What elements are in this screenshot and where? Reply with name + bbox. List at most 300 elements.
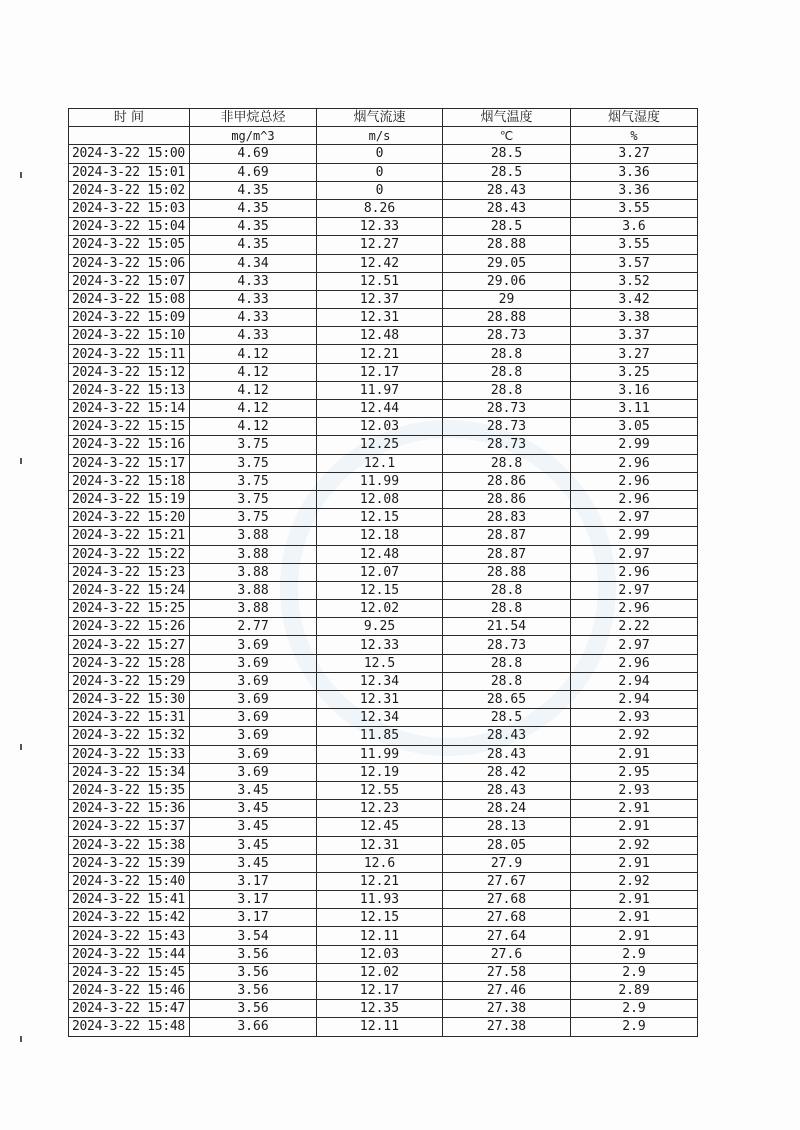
cell-nmhc: 3.69 — [190, 745, 317, 763]
cell-flue-humidity: 2.99 — [571, 436, 698, 454]
cell-timestamp: 2024-3-22 15:26 — [69, 618, 190, 636]
cell-timestamp: 2024-3-22 15:08 — [69, 290, 190, 308]
cell-flow-velocity: 12.25 — [317, 436, 443, 454]
binding-mark — [20, 744, 22, 750]
cell-flue-temperature: 27.6 — [443, 945, 571, 963]
cell-nmhc: 3.75 — [190, 490, 317, 508]
cell-flow-velocity: 12.19 — [317, 763, 443, 781]
table-row — [69, 709, 698, 727]
cell-timestamp: 2024-3-22 15:34 — [69, 763, 190, 781]
cell-flue-temperature: 28.8 — [443, 654, 571, 672]
table-row — [69, 545, 698, 563]
cell-flow-velocity: 12.02 — [317, 600, 443, 618]
table-row — [69, 490, 698, 508]
cell-timestamp: 2024-3-22 15:33 — [69, 745, 190, 763]
cell-flue-humidity: 2.91 — [571, 927, 698, 945]
table-row — [69, 327, 698, 345]
cell-flue-humidity: 3.16 — [571, 381, 698, 399]
table-row — [69, 290, 698, 308]
table-row — [69, 418, 698, 436]
table-row — [69, 163, 698, 181]
cell-flue-temperature: 28.8 — [443, 363, 571, 381]
cell-nmhc: 4.33 — [190, 327, 317, 345]
cell-nmhc: 3.88 — [190, 600, 317, 618]
table-row — [69, 527, 698, 545]
cell-timestamp: 2024-3-22 15:01 — [69, 163, 190, 181]
cell-timestamp: 2024-3-22 15:45 — [69, 963, 190, 981]
cell-flue-humidity: 3.27 — [571, 145, 698, 163]
cell-flow-velocity: 12.33 — [317, 636, 443, 654]
unit-nmhc: mg/m^3 — [190, 127, 317, 145]
unit-flue-temperature: ℃ — [443, 127, 571, 145]
header-time: 时 间 — [69, 109, 190, 127]
cell-flue-temperature: 27.38 — [443, 1018, 571, 1036]
cell-flow-velocity: 12.35 — [317, 1000, 443, 1018]
cell-flow-velocity: 0 — [317, 163, 443, 181]
cell-flow-velocity: 12.6 — [317, 854, 443, 872]
cell-nmhc: 4.69 — [190, 145, 317, 163]
cell-timestamp: 2024-3-22 15:10 — [69, 327, 190, 345]
cell-flow-velocity: 8.26 — [317, 199, 443, 217]
cell-flow-velocity: 12.42 — [317, 254, 443, 272]
cell-nmhc: 4.69 — [190, 163, 317, 181]
cell-flow-velocity: 12.55 — [317, 781, 443, 799]
cell-flue-temperature: 28.73 — [443, 436, 571, 454]
table-row — [69, 763, 698, 781]
table-row — [69, 691, 698, 709]
cell-flow-velocity: 12.15 — [317, 509, 443, 527]
cell-flue-humidity: 2.92 — [571, 836, 698, 854]
cell-nmhc: 3.75 — [190, 436, 317, 454]
table-row — [69, 309, 698, 327]
cell-flow-velocity: 12.31 — [317, 309, 443, 327]
cell-flue-temperature: 28.86 — [443, 472, 571, 490]
table-row — [69, 345, 698, 363]
table-row — [69, 945, 698, 963]
cell-flow-velocity: 12.48 — [317, 327, 443, 345]
cell-flue-temperature: 21.54 — [443, 618, 571, 636]
cell-nmhc: 4.33 — [190, 290, 317, 308]
unit-flue-humidity: % — [571, 127, 698, 145]
cell-flue-temperature: 27.68 — [443, 891, 571, 909]
cell-timestamp: 2024-3-22 15:06 — [69, 254, 190, 272]
cell-flow-velocity: 11.99 — [317, 472, 443, 490]
header-flue-humidity: 烟气湿度 — [571, 109, 698, 127]
cell-timestamp: 2024-3-22 15:36 — [69, 800, 190, 818]
cell-flow-velocity: 12.17 — [317, 982, 443, 1000]
cell-flue-humidity: 2.93 — [571, 709, 698, 727]
table-row — [69, 145, 698, 163]
cell-flow-velocity: 12.15 — [317, 909, 443, 927]
cell-flue-temperature: 28.88 — [443, 309, 571, 327]
cell-nmhc: 3.54 — [190, 927, 317, 945]
cell-flow-velocity: 12.18 — [317, 527, 443, 545]
cell-timestamp: 2024-3-22 15:16 — [69, 436, 190, 454]
table-row — [69, 199, 698, 217]
table-row — [69, 272, 698, 290]
header-nmhc: 非甲烷总烃 — [190, 109, 317, 127]
cell-flue-temperature: 28.87 — [443, 527, 571, 545]
table-row — [69, 1018, 698, 1036]
cell-timestamp: 2024-3-22 15:24 — [69, 581, 190, 599]
cell-flue-humidity: 2.92 — [571, 872, 698, 890]
cell-nmhc: 3.88 — [190, 563, 317, 581]
cell-nmhc: 4.35 — [190, 181, 317, 199]
table-row — [69, 654, 698, 672]
cell-flow-velocity: 12.03 — [317, 945, 443, 963]
header-flue-temperature: 烟气温度 — [443, 109, 571, 127]
cell-flue-temperature: 28.8 — [443, 345, 571, 363]
cell-flue-humidity: 2.96 — [571, 600, 698, 618]
cell-flue-temperature: 27.67 — [443, 872, 571, 890]
cell-nmhc: 3.75 — [190, 472, 317, 490]
cell-nmhc: 3.56 — [190, 963, 317, 981]
cell-timestamp: 2024-3-22 15:43 — [69, 927, 190, 945]
cell-flue-humidity: 2.9 — [571, 1000, 698, 1018]
cell-flue-temperature: 28.8 — [443, 672, 571, 690]
measurement-table — [68, 108, 698, 1037]
cell-flue-temperature: 29 — [443, 290, 571, 308]
cell-timestamp: 2024-3-22 15:48 — [69, 1018, 190, 1036]
cell-flue-temperature: 29.06 — [443, 272, 571, 290]
cell-flue-humidity: 2.91 — [571, 745, 698, 763]
cell-flue-temperature: 28.8 — [443, 381, 571, 399]
cell-flue-humidity: 2.96 — [571, 490, 698, 508]
cell-flow-velocity: 12.45 — [317, 818, 443, 836]
cell-flue-temperature: 28.24 — [443, 800, 571, 818]
cell-timestamp: 2024-3-22 15:23 — [69, 563, 190, 581]
cell-flue-temperature: 27.64 — [443, 927, 571, 945]
cell-timestamp: 2024-3-22 15:32 — [69, 727, 190, 745]
header-flow-velocity: 烟气流速 — [317, 109, 443, 127]
cell-nmhc: 4.33 — [190, 272, 317, 290]
cell-timestamp: 2024-3-22 15:28 — [69, 654, 190, 672]
cell-flue-temperature: 28.73 — [443, 327, 571, 345]
cell-flue-temperature: 28.73 — [443, 636, 571, 654]
cell-nmhc: 3.45 — [190, 800, 317, 818]
cell-flue-humidity: 3.27 — [571, 345, 698, 363]
cell-flue-temperature: 28.73 — [443, 418, 571, 436]
cell-nmhc: 3.17 — [190, 872, 317, 890]
cell-timestamp: 2024-3-22 15:14 — [69, 400, 190, 418]
table-row — [69, 636, 698, 654]
cell-timestamp: 2024-3-22 15:31 — [69, 709, 190, 727]
cell-flue-temperature: 27.58 — [443, 963, 571, 981]
cell-flow-velocity: 11.99 — [317, 745, 443, 763]
cell-nmhc: 4.35 — [190, 218, 317, 236]
cell-flue-temperature: 28.42 — [443, 763, 571, 781]
cell-nmhc: 3.17 — [190, 891, 317, 909]
cell-flow-velocity: 12.1 — [317, 454, 443, 472]
table-row — [69, 672, 698, 690]
cell-flue-humidity: 3.11 — [571, 400, 698, 418]
cell-flue-humidity: 3.52 — [571, 272, 698, 290]
cell-nmhc: 4.35 — [190, 199, 317, 217]
cell-flue-humidity: 2.97 — [571, 509, 698, 527]
cell-flow-velocity: 12.31 — [317, 836, 443, 854]
cell-flow-velocity: 12.03 — [317, 418, 443, 436]
cell-nmhc: 3.88 — [190, 527, 317, 545]
cell-flue-humidity: 2.92 — [571, 727, 698, 745]
cell-flue-temperature: 28.83 — [443, 509, 571, 527]
cell-flue-temperature: 28.13 — [443, 818, 571, 836]
cell-timestamp: 2024-3-22 15:35 — [69, 781, 190, 799]
cell-flue-temperature: 27.46 — [443, 982, 571, 1000]
cell-timestamp: 2024-3-22 15:19 — [69, 490, 190, 508]
cell-flow-velocity: 12.33 — [317, 218, 443, 236]
table-row — [69, 509, 698, 527]
cell-nmhc: 2.77 — [190, 618, 317, 636]
cell-timestamp: 2024-3-22 15:05 — [69, 236, 190, 254]
cell-flow-velocity: 0 — [317, 181, 443, 199]
cell-flow-velocity: 12.23 — [317, 800, 443, 818]
table-row — [69, 745, 698, 763]
cell-flue-humidity: 2.96 — [571, 563, 698, 581]
cell-flow-velocity: 12.08 — [317, 490, 443, 508]
cell-flue-humidity: 2.91 — [571, 800, 698, 818]
cell-flue-humidity: 3.25 — [571, 363, 698, 381]
cell-timestamp: 2024-3-22 15:25 — [69, 600, 190, 618]
cell-flue-temperature: 28.05 — [443, 836, 571, 854]
header-row — [69, 109, 698, 127]
cell-flue-temperature: 28.87 — [443, 545, 571, 563]
cell-nmhc: 3.75 — [190, 509, 317, 527]
cell-flue-humidity: 2.9 — [571, 1018, 698, 1036]
cell-flow-velocity: 11.97 — [317, 381, 443, 399]
cell-timestamp: 2024-3-22 15:03 — [69, 199, 190, 217]
cell-flue-humidity: 2.95 — [571, 763, 698, 781]
table-row — [69, 800, 698, 818]
table-row — [69, 454, 698, 472]
cell-flue-humidity: 2.91 — [571, 891, 698, 909]
cell-timestamp: 2024-3-22 15:46 — [69, 982, 190, 1000]
cell-flue-humidity: 2.91 — [571, 909, 698, 927]
cell-flue-humidity: 3.57 — [571, 254, 698, 272]
cell-timestamp: 2024-3-22 15:40 — [69, 872, 190, 890]
cell-flue-temperature: 27.38 — [443, 1000, 571, 1018]
table-row — [69, 891, 698, 909]
cell-flow-velocity: 12.21 — [317, 345, 443, 363]
cell-flue-temperature: 27.68 — [443, 909, 571, 927]
cell-flue-temperature: 28.88 — [443, 236, 571, 254]
cell-flue-humidity: 3.55 — [571, 199, 698, 217]
cell-flue-humidity: 3.42 — [571, 290, 698, 308]
table-row — [69, 381, 698, 399]
table-row — [69, 436, 698, 454]
cell-flue-temperature: 28.5 — [443, 709, 571, 727]
cell-flue-temperature: 28.86 — [443, 490, 571, 508]
table-row — [69, 218, 698, 236]
table-row — [69, 400, 698, 418]
cell-flow-velocity: 12.44 — [317, 400, 443, 418]
cell-nmhc: 3.56 — [190, 945, 317, 963]
cell-flue-humidity: 2.94 — [571, 672, 698, 690]
cell-nmhc: 4.12 — [190, 400, 317, 418]
cell-nmhc: 3.69 — [190, 691, 317, 709]
cell-timestamp: 2024-3-22 15:44 — [69, 945, 190, 963]
cell-timestamp: 2024-3-22 15:47 — [69, 1000, 190, 1018]
cell-flue-temperature: 28.5 — [443, 163, 571, 181]
cell-flue-humidity: 2.9 — [571, 963, 698, 981]
table-row — [69, 1000, 698, 1018]
cell-flue-temperature: 28.5 — [443, 218, 571, 236]
cell-flue-humidity: 2.96 — [571, 454, 698, 472]
cell-flow-velocity: 11.85 — [317, 727, 443, 745]
cell-timestamp: 2024-3-22 15:13 — [69, 381, 190, 399]
cell-timestamp: 2024-3-22 15:17 — [69, 454, 190, 472]
cell-flue-humidity: 2.96 — [571, 472, 698, 490]
binding-mark — [20, 1036, 22, 1042]
cell-nmhc: 4.12 — [190, 363, 317, 381]
cell-flue-humidity: 2.99 — [571, 527, 698, 545]
cell-flow-velocity: 12.27 — [317, 236, 443, 254]
table-row — [69, 909, 698, 927]
cell-flow-velocity: 12.34 — [317, 672, 443, 690]
cell-timestamp: 2024-3-22 15:00 — [69, 145, 190, 163]
table-row — [69, 854, 698, 872]
cell-nmhc: 3.69 — [190, 709, 317, 727]
cell-flue-humidity: 2.96 — [571, 654, 698, 672]
cell-flue-temperature: 28.8 — [443, 581, 571, 599]
cell-timestamp: 2024-3-22 15:11 — [69, 345, 190, 363]
cell-nmhc: 3.88 — [190, 581, 317, 599]
cell-flue-humidity: 2.97 — [571, 581, 698, 599]
cell-flue-temperature: 28.65 — [443, 691, 571, 709]
cell-timestamp: 2024-3-22 15:30 — [69, 691, 190, 709]
cell-flow-velocity: 12.48 — [317, 545, 443, 563]
cell-flue-humidity: 2.94 — [571, 691, 698, 709]
cell-nmhc: 3.69 — [190, 636, 317, 654]
cell-flow-velocity: 12.21 — [317, 872, 443, 890]
cell-flue-temperature: 28.8 — [443, 454, 571, 472]
cell-flue-humidity: 2.89 — [571, 982, 698, 1000]
cell-flue-temperature: 28.8 — [443, 600, 571, 618]
table-row — [69, 254, 698, 272]
cell-flue-humidity: 3.55 — [571, 236, 698, 254]
cell-flow-velocity: 12.07 — [317, 563, 443, 581]
cell-nmhc: 3.56 — [190, 982, 317, 1000]
cell-nmhc: 3.45 — [190, 818, 317, 836]
table-row — [69, 872, 698, 890]
table-row — [69, 581, 698, 599]
cell-flow-velocity: 12.02 — [317, 963, 443, 981]
cell-timestamp: 2024-3-22 15:12 — [69, 363, 190, 381]
cell-flow-velocity: 12.31 — [317, 691, 443, 709]
table-row — [69, 563, 698, 581]
cell-timestamp: 2024-3-22 15:42 — [69, 909, 190, 927]
cell-nmhc: 4.12 — [190, 381, 317, 399]
cell-flue-temperature: 28.43 — [443, 181, 571, 199]
cell-timestamp: 2024-3-22 15:04 — [69, 218, 190, 236]
cell-flow-velocity: 9.25 — [317, 618, 443, 636]
cell-timestamp: 2024-3-22 15:02 — [69, 181, 190, 199]
cell-flue-temperature: 28.43 — [443, 199, 571, 217]
cell-timestamp: 2024-3-22 15:18 — [69, 472, 190, 490]
cell-timestamp: 2024-3-22 15:22 — [69, 545, 190, 563]
cell-flue-humidity: 3.36 — [571, 181, 698, 199]
table-row — [69, 927, 698, 945]
cell-flue-humidity: 2.91 — [571, 818, 698, 836]
cell-nmhc: 3.66 — [190, 1018, 317, 1036]
cell-nmhc: 4.12 — [190, 418, 317, 436]
unit-time — [69, 127, 190, 145]
cell-timestamp: 2024-3-22 15:09 — [69, 309, 190, 327]
table-row — [69, 781, 698, 799]
cell-nmhc: 4.35 — [190, 236, 317, 254]
table-body — [69, 145, 698, 1036]
table-row — [69, 982, 698, 1000]
cell-timestamp: 2024-3-22 15:37 — [69, 818, 190, 836]
binding-mark — [20, 458, 22, 464]
cell-nmhc: 3.45 — [190, 836, 317, 854]
cell-flow-velocity: 12.17 — [317, 363, 443, 381]
cell-flue-temperature: 29.05 — [443, 254, 571, 272]
cell-flue-humidity: 3.37 — [571, 327, 698, 345]
cell-flow-velocity: 12.51 — [317, 272, 443, 290]
table-row — [69, 727, 698, 745]
cell-flue-humidity: 2.9 — [571, 945, 698, 963]
cell-timestamp: 2024-3-22 15:39 — [69, 854, 190, 872]
cell-nmhc: 3.56 — [190, 1000, 317, 1018]
cell-nmhc: 3.75 — [190, 454, 317, 472]
cell-nmhc: 3.45 — [190, 781, 317, 799]
cell-nmhc: 4.33 — [190, 309, 317, 327]
table-row — [69, 600, 698, 618]
table-row — [69, 836, 698, 854]
cell-flue-humidity: 2.97 — [571, 636, 698, 654]
table-row — [69, 181, 698, 199]
cell-nmhc: 3.69 — [190, 654, 317, 672]
cell-flue-humidity: 2.93 — [571, 781, 698, 799]
table-row — [69, 236, 698, 254]
unit-flow-velocity: m/s — [317, 127, 443, 145]
table-row — [69, 363, 698, 381]
cell-flue-humidity: 2.91 — [571, 854, 698, 872]
cell-flue-temperature: 28.43 — [443, 745, 571, 763]
cell-flow-velocity: 12.11 — [317, 1018, 443, 1036]
cell-timestamp: 2024-3-22 15:21 — [69, 527, 190, 545]
cell-flow-velocity: 0 — [317, 145, 443, 163]
cell-flue-humidity: 3.38 — [571, 309, 698, 327]
cell-nmhc: 3.69 — [190, 672, 317, 690]
table-row — [69, 472, 698, 490]
cell-flue-temperature: 28.43 — [443, 781, 571, 799]
cell-flue-humidity: 3.05 — [571, 418, 698, 436]
cell-nmhc: 3.45 — [190, 854, 317, 872]
table-row — [69, 818, 698, 836]
cell-nmhc: 3.69 — [190, 727, 317, 745]
cell-flow-velocity: 12.34 — [317, 709, 443, 727]
units-row — [69, 127, 698, 145]
cell-timestamp: 2024-3-22 15:38 — [69, 836, 190, 854]
cell-flow-velocity: 11.93 — [317, 891, 443, 909]
cell-flue-humidity: 3.36 — [571, 163, 698, 181]
cell-flue-humidity: 3.6 — [571, 218, 698, 236]
cell-timestamp: 2024-3-22 15:07 — [69, 272, 190, 290]
cell-nmhc: 3.17 — [190, 909, 317, 927]
cell-flue-humidity: 2.22 — [571, 618, 698, 636]
cell-flue-temperature: 28.43 — [443, 727, 571, 745]
cell-flow-velocity: 12.37 — [317, 290, 443, 308]
cell-nmhc: 3.88 — [190, 545, 317, 563]
cell-timestamp: 2024-3-22 15:29 — [69, 672, 190, 690]
cell-flue-temperature: 28.88 — [443, 563, 571, 581]
table-row — [69, 963, 698, 981]
cell-flue-temperature: 28.73 — [443, 400, 571, 418]
cell-timestamp: 2024-3-22 15:15 — [69, 418, 190, 436]
binding-mark — [20, 172, 22, 178]
cell-timestamp: 2024-3-22 15:20 — [69, 509, 190, 527]
